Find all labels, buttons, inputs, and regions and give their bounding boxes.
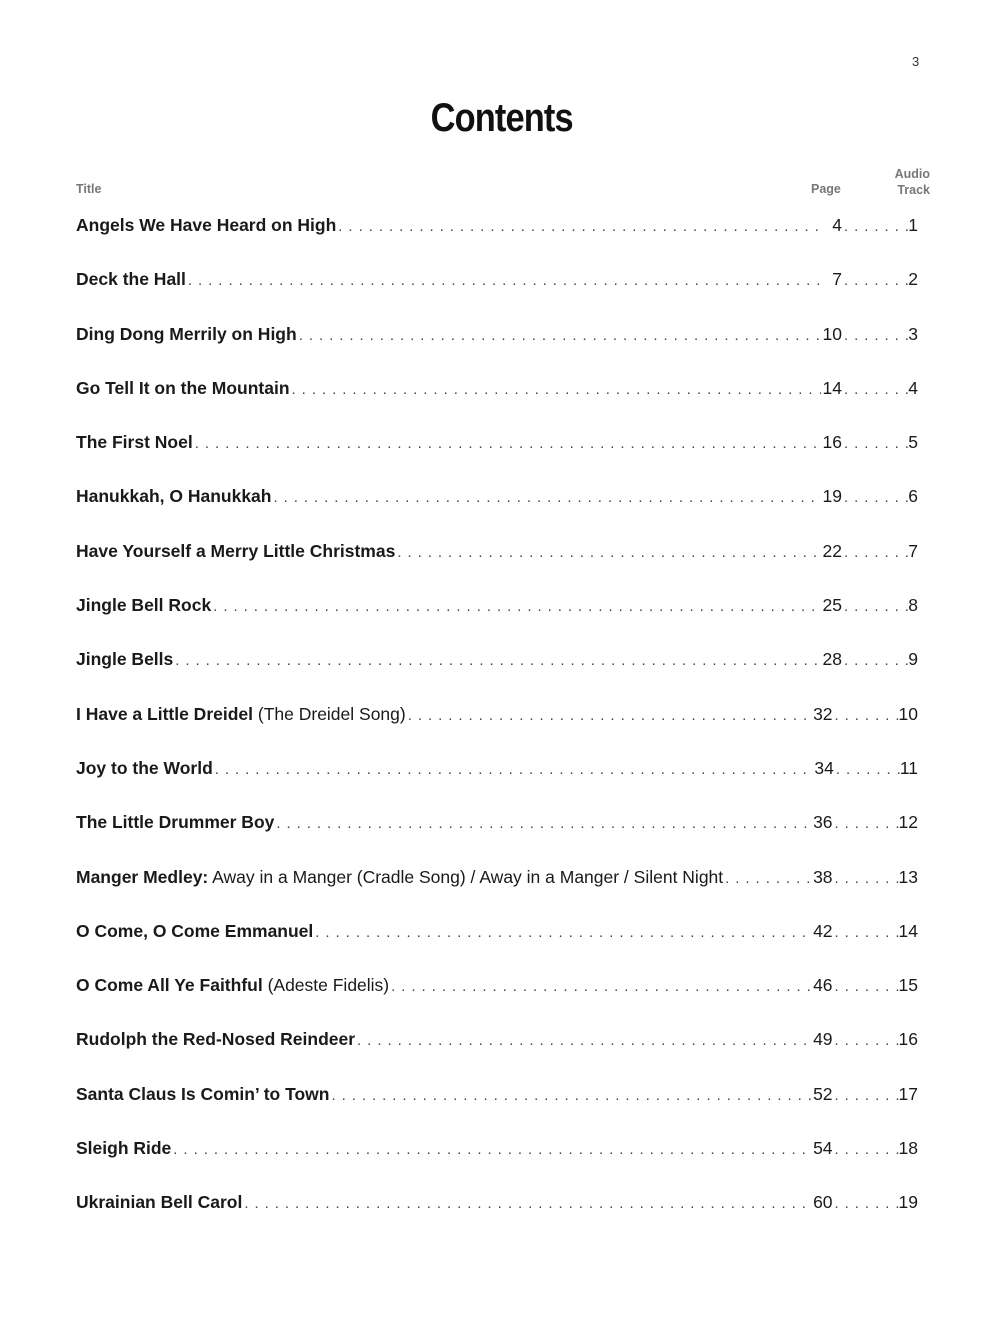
dot-leader bbox=[175, 645, 820, 677]
toc-entry-title-text: Jingle Bell Rock bbox=[76, 595, 212, 616]
toc-entry-track: 2 bbox=[908, 269, 918, 290]
toc-entry-title bbox=[76, 589, 211, 621]
dot-leader bbox=[725, 863, 811, 895]
toc-entry-title-text: The Little Drummer Boy bbox=[76, 812, 275, 833]
column-header-audio-line2: Track bbox=[897, 183, 930, 197]
dot-leader bbox=[835, 700, 899, 732]
dot-leader bbox=[188, 265, 822, 297]
toc-entry-title-text: Ukrainian Bell Carol bbox=[76, 1192, 243, 1213]
toc-entry-title bbox=[76, 643, 173, 675]
toc-entry[interactable] bbox=[76, 263, 918, 317]
dot-leader bbox=[844, 428, 908, 460]
toc-entry[interactable] bbox=[76, 318, 918, 372]
toc-entry[interactable] bbox=[76, 698, 918, 752]
toc-entry-page: 19 bbox=[822, 486, 842, 507]
toc-entry-page: 10 bbox=[822, 323, 842, 344]
toc-entry[interactable] bbox=[76, 643, 918, 697]
dot-leader bbox=[835, 808, 899, 840]
page-title: Contents bbox=[430, 96, 573, 140]
toc-entry[interactable] bbox=[76, 915, 918, 969]
toc-entry[interactable] bbox=[76, 372, 918, 426]
toc-entry-title-text: Manger Medley: bbox=[76, 866, 209, 887]
toc-entry-track: 6 bbox=[908, 486, 918, 507]
toc-entry-page: 28 bbox=[822, 649, 842, 670]
toc-entry-page: 14 bbox=[822, 377, 842, 398]
toc-entry-page: 54 bbox=[813, 1138, 833, 1159]
toc-entry-title-text: Sleigh Ride bbox=[76, 1138, 172, 1159]
toc-entry-page: 32 bbox=[813, 703, 833, 724]
toc-entry-title bbox=[76, 535, 395, 567]
toc-entry-page: 49 bbox=[813, 1029, 833, 1050]
toc-entry-track: 4 bbox=[908, 377, 918, 398]
dot-leader bbox=[835, 863, 899, 895]
toc-entry-page: 52 bbox=[813, 1083, 833, 1104]
toc-entry[interactable] bbox=[76, 426, 918, 480]
dot-leader bbox=[173, 1134, 811, 1166]
dot-leader bbox=[835, 1188, 899, 1220]
dot-leader bbox=[292, 374, 821, 406]
toc-entry-track: 9 bbox=[908, 649, 918, 670]
dot-leader bbox=[844, 537, 908, 569]
toc-entry-page: 42 bbox=[813, 920, 833, 941]
toc-entry[interactable] bbox=[76, 861, 918, 915]
dot-leader bbox=[213, 591, 820, 623]
toc-entry-title-text: Santa Claus Is Comin’ to Town bbox=[76, 1083, 330, 1104]
dot-leader bbox=[844, 211, 908, 243]
toc-entry[interactable] bbox=[76, 1132, 918, 1186]
column-header-title: Title bbox=[76, 182, 102, 196]
toc-entry-track: 10 bbox=[898, 703, 918, 724]
column-header-audio-track bbox=[888, 166, 930, 198]
toc-entry-subtitle: Away in a Manger (Cradle Song) / Away in a Manger / Silent Night bbox=[208, 866, 724, 887]
toc-entry-title bbox=[76, 209, 336, 241]
dot-leader bbox=[844, 482, 908, 514]
dot-leader bbox=[195, 428, 821, 460]
toc-entry-page: 7 bbox=[832, 269, 842, 290]
toc-entry-title bbox=[76, 480, 271, 512]
dot-leader bbox=[315, 917, 811, 949]
toc-entry-page: 16 bbox=[822, 432, 842, 453]
dot-leader bbox=[844, 374, 908, 406]
toc-entry-title bbox=[76, 752, 213, 784]
toc-entry-track: 18 bbox=[898, 1138, 918, 1159]
toc-entry-page: 36 bbox=[813, 812, 833, 833]
toc-entry-title bbox=[76, 915, 313, 947]
dot-leader bbox=[836, 754, 900, 786]
toc-entry-page: 38 bbox=[813, 866, 833, 887]
toc-entry-title-text: Ding Dong Merrily on High bbox=[76, 323, 297, 344]
toc-entry-track: 5 bbox=[908, 432, 918, 453]
toc-entry[interactable] bbox=[76, 1023, 918, 1077]
toc-entry-page: 34 bbox=[814, 757, 834, 778]
toc-entry-track: 12 bbox=[898, 812, 918, 833]
toc-entry[interactable] bbox=[76, 1078, 918, 1132]
toc-entry-title-text: Hanukkah, O Hanukkah bbox=[76, 486, 272, 507]
dot-leader bbox=[835, 1134, 899, 1166]
dot-leader bbox=[835, 917, 899, 949]
toc-entry-page: 4 bbox=[832, 215, 842, 235]
toc-entry-track: 3 bbox=[908, 323, 918, 344]
column-header-page: Page bbox=[811, 182, 841, 196]
toc-entry-track: 19 bbox=[898, 1192, 918, 1213]
dot-leader bbox=[844, 645, 908, 677]
toc-entry[interactable] bbox=[76, 1186, 918, 1240]
toc-entry-title bbox=[76, 1132, 171, 1164]
toc-entry-page: 60 bbox=[813, 1192, 833, 1213]
column-header-audio-line1: Audio bbox=[894, 167, 930, 181]
toc-entry-track: 16 bbox=[898, 1029, 918, 1050]
toc-entry-track: 1 bbox=[908, 215, 918, 235]
toc-entry-track: 14 bbox=[898, 920, 918, 941]
dot-leader bbox=[273, 482, 820, 514]
toc-entry-title bbox=[76, 1186, 242, 1218]
toc-entry-title-text: Deck the Hall bbox=[76, 269, 186, 290]
dot-leader bbox=[357, 1025, 811, 1057]
dot-leader bbox=[244, 1188, 811, 1220]
toc-entry-title bbox=[76, 263, 186, 295]
toc-entry[interactable] bbox=[76, 752, 918, 806]
dot-leader bbox=[844, 591, 908, 623]
toc-entry-title-text: Have Yourself a Merry Little Christmas bbox=[76, 540, 396, 561]
dot-leader bbox=[397, 537, 820, 569]
toc-entry-track: 17 bbox=[898, 1083, 918, 1104]
dot-leader bbox=[844, 265, 908, 297]
toc-entry-subtitle: (The Dreidel Song) bbox=[253, 703, 406, 724]
toc-entry[interactable] bbox=[76, 535, 918, 589]
toc-entry-title-text: O Come, O Come Emmanuel bbox=[76, 920, 314, 941]
toc-entry-title bbox=[76, 372, 290, 404]
dot-leader bbox=[835, 1025, 899, 1057]
toc-entry[interactable] bbox=[76, 969, 918, 1023]
toc-entry[interactable] bbox=[76, 589, 918, 643]
dot-leader bbox=[338, 211, 822, 243]
table-of-contents bbox=[76, 209, 918, 1241]
toc-entry-track: 15 bbox=[898, 975, 918, 996]
dot-leader bbox=[835, 1080, 899, 1112]
dot-leader bbox=[391, 971, 811, 1003]
toc-entry-track: 11 bbox=[899, 757, 918, 778]
toc-entry-title-text: Jingle Bells bbox=[76, 649, 174, 670]
page-number: 3 bbox=[912, 54, 920, 69]
toc-entry-title bbox=[76, 426, 193, 458]
dot-leader bbox=[276, 808, 811, 840]
toc-entry-title bbox=[76, 318, 297, 350]
toc-entry-title bbox=[76, 1078, 329, 1110]
toc-entry-page: 25 bbox=[822, 595, 842, 616]
toc-entry-track: 7 bbox=[908, 540, 918, 561]
dot-leader bbox=[299, 320, 821, 352]
toc-entry[interactable] bbox=[76, 209, 918, 263]
toc-entry-title bbox=[76, 698, 406, 730]
toc-entry-page: 46 bbox=[813, 975, 833, 996]
toc-entry-title-text: I Have a Little Dreidel bbox=[76, 703, 254, 724]
toc-entry-title bbox=[76, 861, 723, 893]
toc-entry-title-text: The First Noel bbox=[76, 432, 193, 453]
dot-leader bbox=[331, 1080, 811, 1112]
toc-entry-page: 22 bbox=[822, 540, 842, 561]
dot-leader bbox=[835, 971, 899, 1003]
toc-entry-title bbox=[76, 969, 389, 1001]
toc-entry-title bbox=[76, 806, 274, 838]
toc-entry-title-text: Joy to the World bbox=[76, 757, 213, 778]
toc-entry[interactable] bbox=[76, 806, 918, 860]
toc-entry-title-text: Angels We Have Heard on High bbox=[76, 215, 337, 235]
toc-entry-title-text: Rudolph the Red-Nosed Reindeer bbox=[76, 1029, 356, 1050]
toc-entry-title bbox=[76, 1023, 355, 1055]
toc-entry-title-text: O Come All Ye Faithful bbox=[76, 975, 263, 996]
toc-entry-title-text: Go Tell It on the Mountain bbox=[76, 377, 290, 398]
dot-leader bbox=[844, 320, 908, 352]
dot-leader bbox=[408, 700, 811, 732]
toc-entry-track: 13 bbox=[898, 866, 918, 887]
dot-leader bbox=[215, 754, 813, 786]
toc-entry-subtitle: (Adeste Fidelis) bbox=[262, 975, 390, 996]
toc-entry-track: 8 bbox=[908, 595, 918, 616]
toc-entry[interactable] bbox=[76, 480, 918, 534]
